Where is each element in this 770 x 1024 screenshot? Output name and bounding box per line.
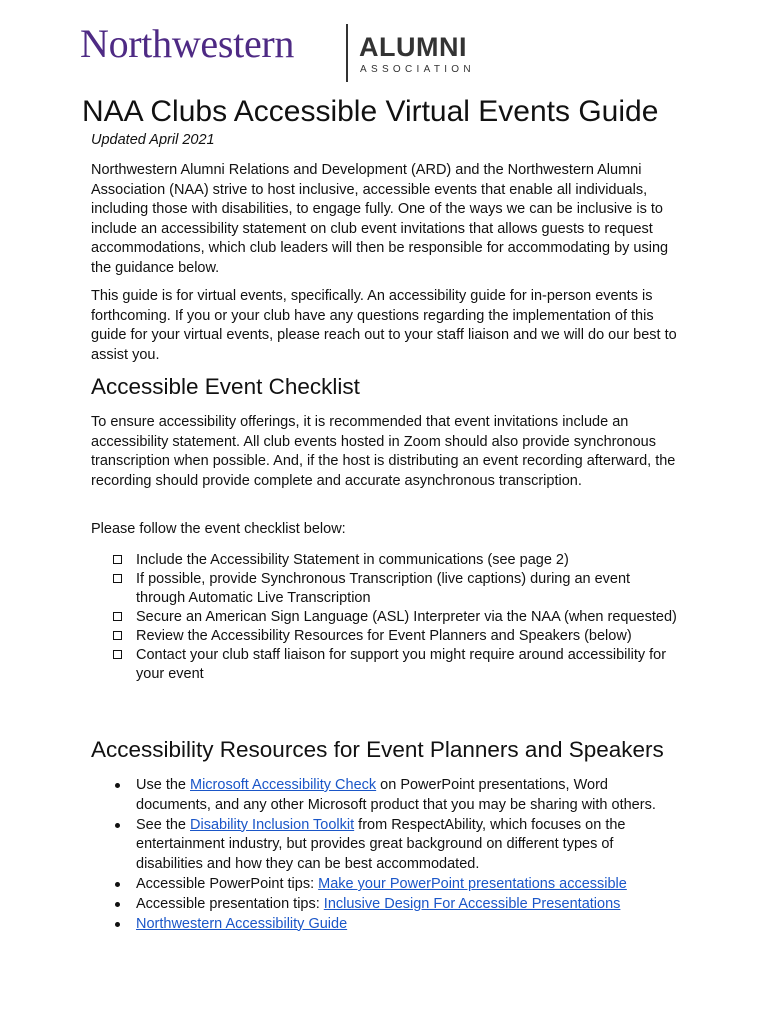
resources-heading: Accessibility Resources for Event Planners and Speakers <box>91 737 664 762</box>
checklist-lead: Please follow the event checklist below: <box>91 521 346 537</box>
northwestern-accessibility-guide-link[interactable]: Northwestern Accessibility Guide <box>136 915 348 932</box>
checklist-paragraph: To ensure accessibility offerings, it is recommended that event invitations include an accessibility statement. All club events hosted in Zoom should also provide synchronous transcription when possible. And, if the host is distributing an event recording afterward, the recording should provide complete and accurate asynchronous transcription. <box>91 414 676 489</box>
checkbox-icon <box>113 555 122 564</box>
bullet-icon <box>115 882 120 887</box>
bullet-icon <box>115 823 120 828</box>
checklist-item: Review the Accessibility Resources for Event Planners and Speakers (below) <box>112 627 682 646</box>
intro-paragraph-2: This guide is for virtual events, specifically. An accessibility guide for in-person events is forthcoming. If you or your club have any questions regarding the implementation of this guide for your virtual events, please reach out to your staff liaison and we will do our best to assist you. <box>91 288 677 363</box>
event-checklist <box>112 551 682 684</box>
logo-divider <box>346 24 348 82</box>
page-title: NAA Clubs Accessible Virtual Events Guide <box>82 95 659 128</box>
powerpoint-accessible-link[interactable]: Make your PowerPoint presentations accessible <box>318 875 627 892</box>
checkbox-icon <box>113 612 122 621</box>
resource-item: See the Disability Inclusion Toolkit from RespectAbility, which focuses on the entertainment industry, but provides great background on different types of disabilities and how they can be best accommodated. <box>112 816 682 875</box>
checklist-item: Contact your club staff liaison for support you might require around accessibility for your event <box>112 646 682 684</box>
microsoft-accessibility-check-link[interactable]: Microsoft Accessibility Check <box>190 777 377 793</box>
logo-northwestern-wordmark: Northwestern <box>80 21 295 66</box>
checkbox-icon <box>113 631 122 640</box>
disability-inclusion-toolkit-link[interactable]: Disability Inclusion Toolkit <box>190 816 355 833</box>
resource-item: Use the Microsoft Accessibility Check on PowerPoint presentations, Word documents, and any other Microsoft product that you may be sharing with others. <box>112 776 682 816</box>
checkbox-icon <box>113 650 122 659</box>
checkbox-icon <box>113 574 122 583</box>
bullet-icon <box>115 922 120 927</box>
bullet-icon <box>115 783 120 788</box>
logo-alumni-wordmark: ALUMNI <box>359 32 467 62</box>
inclusive-design-link[interactable]: Inclusive Design For Accessible Presentations <box>323 895 621 912</box>
updated-date: Updated April 2021 <box>91 132 215 148</box>
bullet-icon <box>115 902 120 907</box>
resources-list <box>112 776 682 934</box>
intro-paragraph-1: Northwestern Alumni Relations and Development (ARD) and the Northwestern Alumni Association (NAA) strive to host inclusive, accessible events that enable all individuals, including those with disabilities, to engage fully. One of the ways we can be inclusive is to include an accessibility statement on club event invitations that allows guests to request accommodations, which club leaders will then be responsible for accommodating by using the guidance below. <box>91 162 669 276</box>
logo-association-wordmark: ASSOCIATION <box>360 64 475 75</box>
resource-item: Accessible PowerPoint tips: Make your PowerPoint presentations accessible <box>112 875 682 895</box>
checklist-item: If possible, provide Synchronous Transcription (live captions) during an event through Automatic Live Transcription <box>112 570 682 608</box>
resource-item <box>112 915 682 935</box>
checklist-heading: Accessible Event Checklist <box>91 374 360 399</box>
checklist-item: Include the Accessibility Statement in communications (see page 2) <box>112 551 682 570</box>
resource-item: Accessible presentation tips: Inclusive Design For Accessible Presentations <box>112 895 682 915</box>
northwestern-alumni-logo <box>80 22 500 84</box>
checklist-item: Secure an American Sign Language (ASL) Interpreter via the NAA (when requested) <box>112 608 682 627</box>
